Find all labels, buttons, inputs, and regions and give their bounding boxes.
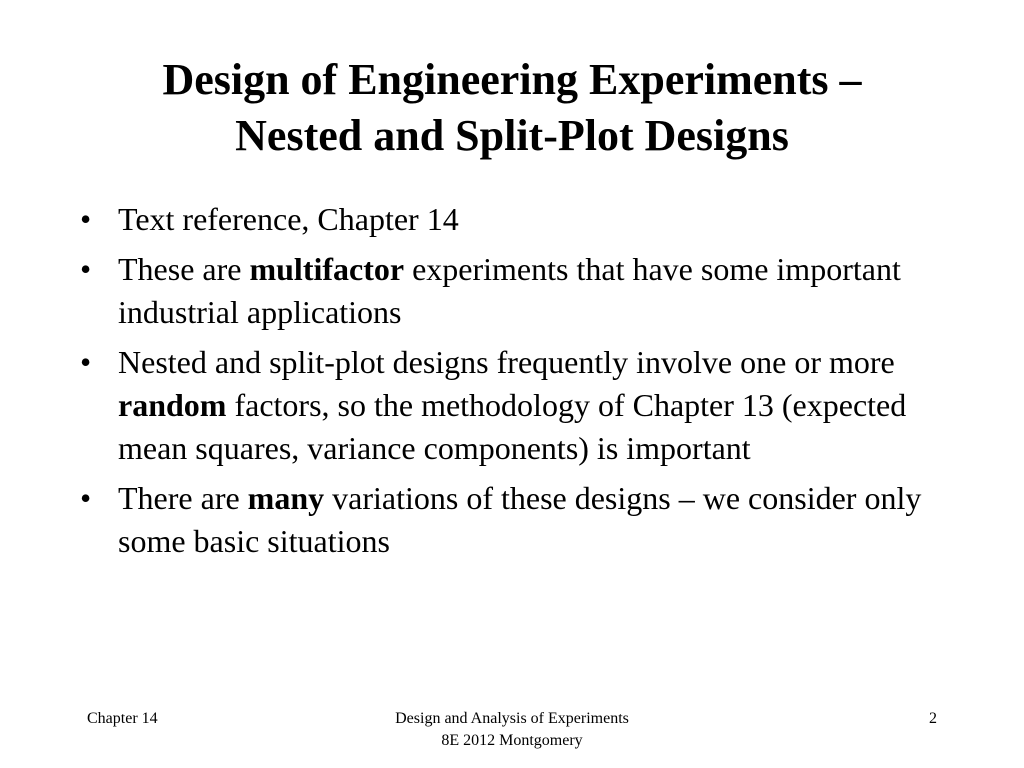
bullet-marker: • [80,251,92,287]
bullet-emphasis: multifactor [249,251,405,287]
footer-book-title: Design and Analysis of Experiments [395,710,629,727]
bullet-item [76,477,976,563]
bullet-item [76,248,976,334]
bullet-marker: • [80,344,92,380]
footer-book-info [312,708,712,752]
slide-title [60,52,964,164]
bullet-emphasis: random [118,387,227,423]
bullet-text-after: variations of these designs – we consider only some basic situations [118,480,922,559]
slide-title-line-1: Design of Engineering Experiments – [162,55,862,104]
bullet-text-before: These are [118,251,250,287]
bullet-marker: • [80,480,92,516]
footer-chapter: Chapter 14 [87,710,158,727]
footer-page-number: 2 [929,710,937,727]
footer-book-edition: 8E 2012 Montgomery [441,732,583,749]
bullet-marker: • [80,201,92,237]
bullet-text-after: factors, so the methodology of Chapter 13 (expected mean squares, variance components) is important [118,387,907,466]
bullet-text-before: There are [118,480,248,516]
bullet-text: Text reference, Chapter 14 [118,201,459,237]
bullet-item [76,198,976,241]
slide-title-line-2: Nested and Split-Plot Designs [235,111,789,160]
bullet-list [76,198,976,570]
bullet-item [76,341,976,470]
bullet-text-after: experiments that have some important industrial applications [118,251,901,330]
bullet-emphasis: many [247,480,325,516]
bullet-text-before: Nested and split-plot designs frequently involve one or more [118,344,895,380]
